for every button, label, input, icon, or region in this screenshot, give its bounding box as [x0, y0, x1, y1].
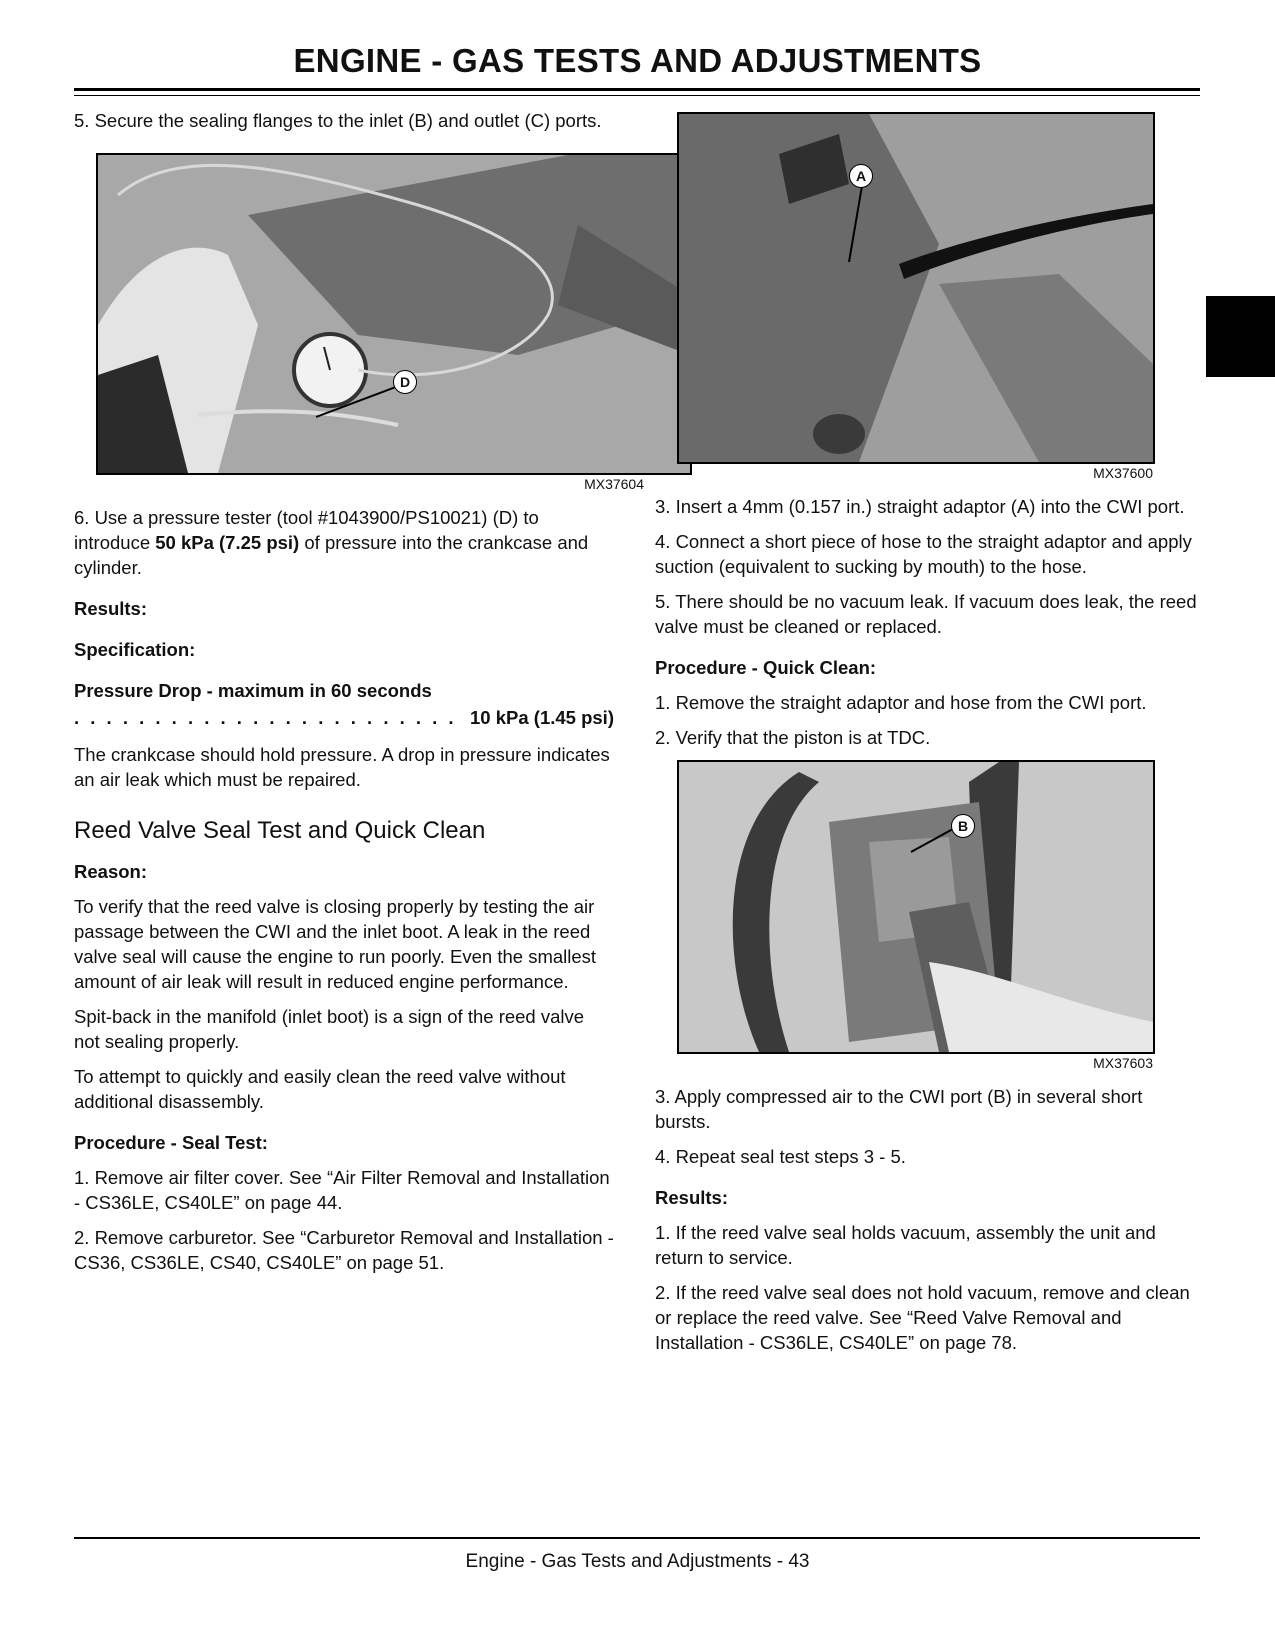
procedure-seal-test-heading: Procedure - Seal Test:	[74, 1132, 268, 1153]
specification-heading: Specification:	[74, 639, 196, 660]
page-title: ENGINE - GAS TESTS AND ADJUSTMENTS	[293, 42, 982, 79]
section-tab-marker	[1206, 296, 1275, 377]
straight-adaptor-photo	[677, 112, 1155, 464]
quick-clean-step-2: 2. Verify that the piston is at TDC.	[655, 727, 931, 748]
page-footer: Engine - Gas Tests and Adjustments - 43	[465, 1551, 810, 1572]
crankcase-text: The crankcase should hold pressure. A drop in pressure indicates an air leak which must be repaired.	[74, 744, 610, 790]
step-6-text	[74, 505, 614, 580]
reason-heading: Reason:	[74, 861, 147, 882]
left-column	[74, 108, 644, 1285]
step-4-text: 4. Connect a short piece of hose to the straight adaptor and apply suction (equivalent to sucking by mouth) to the hose.	[655, 531, 1192, 577]
straight-adaptor-illustration	[679, 114, 1153, 462]
step-5-text: 5. There should be no vacuum leak. If vacuum does leak, the reed valve must be cleaned or replaced.	[655, 591, 1197, 637]
callout-a: A	[849, 164, 873, 188]
seal-test-step-1: 1. Remove air filter cover. See “Air Filter Removal and Installation - CS36LE, CS40LE” on page 44.	[74, 1167, 610, 1213]
step-6-pressure-value: 50 kPa (7.25 psi)	[155, 532, 300, 553]
footer-rule	[74, 1537, 1200, 1539]
results-heading: Results:	[655, 1187, 728, 1208]
compressed-air-illustration	[679, 762, 1153, 1052]
pressure-drop-label: Pressure Drop - maximum in 60 seconds	[74, 680, 432, 701]
right-column	[655, 108, 1200, 1365]
quick-clean-step-1: 1. Remove the straight adaptor and hose from the CWI port.	[655, 692, 1147, 713]
step-6-text-b: of pressure into the crankcase and cylinder.	[74, 532, 589, 578]
header-rule	[74, 88, 1200, 91]
callout-b: B	[951, 814, 975, 838]
step-3-text: 3. Insert a 4mm (0.157 in.) straight adaptor (A) into the CWI port.	[655, 496, 1185, 517]
figure-caption: MX37604	[584, 476, 644, 492]
leader-dots	[74, 705, 464, 730]
reason-paragraph-3: To attempt to quickly and easily clean the reed valve without additional disassembly.	[74, 1066, 566, 1112]
reason-paragraph-1: To verify that the reed valve is closing properly by testing the air passage between the CWI and the inlet boot. A leak in the reed valve seal will cause the engine to run poorly. Even the smallest amount of air leak will result in reduced engine performance.	[74, 896, 597, 992]
section-heading: Reed Valve Seal Test and Quick Clean	[74, 817, 486, 844]
results-step-2: 2. If the reed valve seal does not hold vacuum, remove and clean or replace the reed valve. See “Reed Valve Removal and Installation - CS36LE, CS40LE” on page 78.	[655, 1282, 1190, 1353]
step-6-text-a: 6. Use a pressure tester (tool #1043900/PS10021) (D) to introduce	[74, 507, 539, 553]
quick-clean-step-3: 3. Apply compressed air to the CWI port (B) in several short bursts.	[655, 1086, 1143, 1132]
callout-d: D	[393, 370, 417, 394]
procedure-quick-clean-heading: Procedure - Quick Clean:	[655, 657, 877, 678]
pressure-drop-value: 10 kPa (1.45 psi)	[470, 707, 614, 728]
figure-caption: MX37600	[1093, 465, 1153, 481]
pressure-tester-photo	[96, 153, 692, 475]
header-rule-thin	[74, 95, 1200, 96]
reason-paragraph-2: Spit-back in the manifold (inlet boot) is a sign of the reed valve not sealing properly.	[74, 1006, 585, 1052]
seal-test-step-2: 2. Remove carburetor. See “Carburetor Removal and Installation - CS36, CS36LE, CS40, CS40LE” on page 51.	[74, 1227, 614, 1273]
pressure-drop-spec-line	[74, 705, 614, 730]
figure-caption: MX37603	[1093, 1055, 1153, 1071]
pressure-tester-illustration	[98, 155, 690, 473]
results-step-1: 1. If the reed valve seal holds vacuum, assembly the unit and return to service.	[655, 1222, 1156, 1268]
results-heading: Results:	[74, 598, 147, 619]
quick-clean-step-4: 4. Repeat seal test steps 3 - 5.	[655, 1146, 906, 1167]
step-5-text: 5. Secure the sealing flanges to the inlet (B) and outlet (C) ports.	[74, 110, 602, 131]
compressed-air-photo	[677, 760, 1155, 1054]
